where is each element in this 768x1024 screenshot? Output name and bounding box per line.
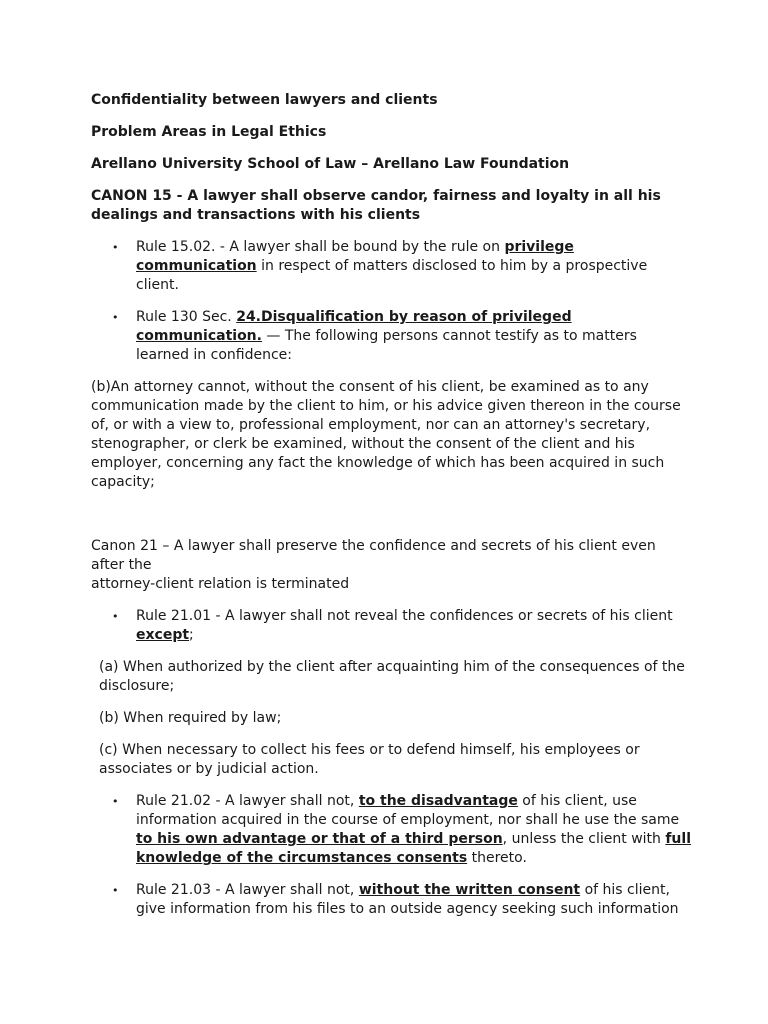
rule-21-02-text-3: , unless the client with <box>502 831 666 847</box>
rule-21-02-emphasis-2: to his own advantage or that of a third person <box>136 831 503 847</box>
canon-21-heading <box>91 537 691 594</box>
rule-21-03-text: Rule 21.03 - A lawyer shall not, <box>136 882 359 898</box>
document-body <box>91 91 691 932</box>
bullet-icon: • <box>112 241 119 254</box>
document-title: Confidentiality between lawyers and clients <box>91 92 438 108</box>
rule-21-01-text: Rule 21.01 - A lawyer shall not reveal the confidences or secrets of his client <box>136 608 673 624</box>
exception-c: (c) When necessary to collect his fees or to defend himself, his employees or associates or by judicial action. <box>99 742 640 777</box>
bullet-icon: • <box>112 795 119 808</box>
list-item <box>91 308 691 365</box>
list-item <box>91 881 691 919</box>
rule-21-02-emphasis-1: to the disadvantage <box>358 793 518 809</box>
bullet-icon: • <box>112 610 119 623</box>
rule-130-text: Rule 130 Sec. <box>136 309 237 325</box>
canon-15-text: A lawyer shall observe candor, fairness and loyalty in all his dealings and transactions with his clients <box>91 188 661 223</box>
rule-21-03-emphasis: without the written consent <box>358 882 581 898</box>
exception-b: (b) When required by law; <box>99 710 282 726</box>
rule-21-02-text-end: thereto. <box>467 850 527 866</box>
canon-21-line-1: Canon 21 – A lawyer shall preserve the confidence and secrets of his client even after the <box>91 538 656 573</box>
canon-15-heading <box>91 187 691 225</box>
paragraph-b: (b)An attorney cannot, without the consent of his client, be examined as to any communication made by the client to him, or his advice given thereon in the course of, or with a view to, professional employment, nor can an attorney's secretary, stenographer, or clerk be examined, without the consent of the client and his employer, concerning any fact the knowledge of which has been acquired in such capacity; <box>91 379 681 490</box>
canon-21-rules-list-continued <box>91 792 691 919</box>
bullet-icon: • <box>112 311 119 324</box>
rule-130-text-end: — The following persons cannot testify as to matters learned in confidence: <box>136 328 637 363</box>
bullet-icon: • <box>112 884 119 897</box>
rule-21-01-emphasis: except <box>136 627 190 643</box>
rule-21-01-text-end: ; <box>189 627 194 643</box>
rule-21-03-text-end: of his client, give information from his files to an outside agency seeking such information <box>136 882 679 917</box>
list-item <box>91 607 691 645</box>
rule-21-02-text: Rule 21.02 - A lawyer shall not, <box>136 793 359 809</box>
list-item <box>91 792 691 868</box>
canon-15-prefix: CANON 15 - <box>91 188 188 204</box>
exception-a: (a) When authorized by the client after acquainting him of the consequences of the disclosure; <box>99 659 685 694</box>
rule-21-02-emphasis-3: full knowledge of the circumstances consents <box>136 831 691 866</box>
rule-15-02-emphasis: privilege communication <box>136 239 574 274</box>
rule-130-emphasis: 24.Disqualification by reason of privileged communication. <box>136 309 572 344</box>
canon-15-rules-list <box>91 238 691 365</box>
document-subtitle: Problem Areas in Legal Ethics <box>91 124 327 140</box>
canon-21-rules-list <box>91 607 691 645</box>
rule-15-02-text: Rule 15.02. - A lawyer shall be bound by the rule on <box>136 239 505 255</box>
list-item <box>91 238 691 295</box>
canon-21-line-2: attorney-client relation is terminated <box>91 576 350 592</box>
rule-15-02-text-end: in respect of matters disclosed to him by a prospective client. <box>136 258 648 293</box>
rule-21-02-text-2: of his client, use information acquired in the course of employment, nor shall he use the same <box>136 793 680 828</box>
spacer <box>91 505 691 537</box>
document-source: Arellano University School of Law – Arellano Law Foundation <box>91 156 570 172</box>
